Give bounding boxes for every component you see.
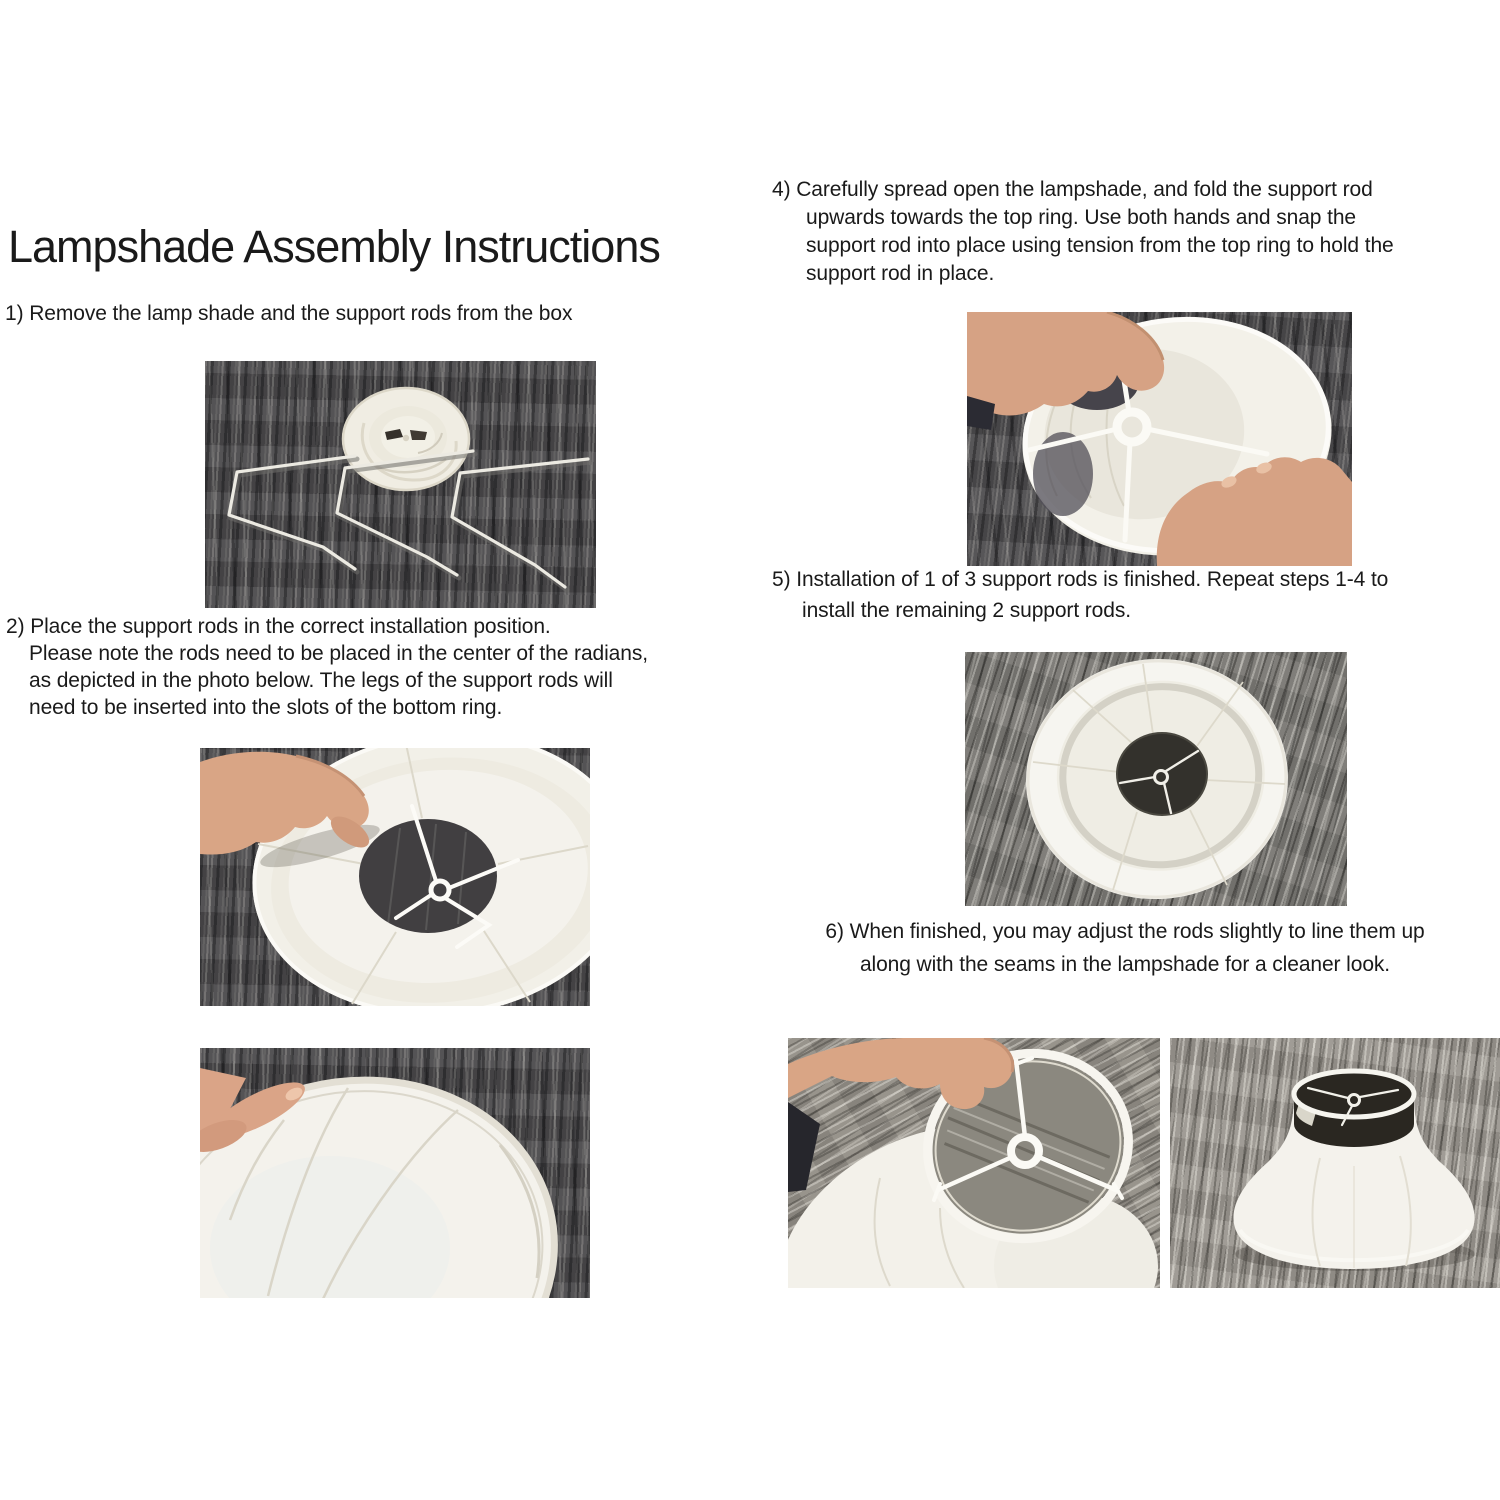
step-6-text [752,915,1498,981]
step-2-line-2: Please note the rods need to be placed in the center of the radians, [29,642,648,665]
page-title: Lampshade Assembly Instructions [8,221,660,272]
step-4-line-1: 4) Carefully spread open the lampshade, and fold the support rod [772,178,1373,201]
support-rod-3 [452,459,588,587]
step-5-text [772,564,1388,626]
photo-step2-shade-edge [200,1048,590,1298]
step-6-line-1: 6) When finished, you may adjust the rods slightly to line them up [825,920,1425,943]
photo-step1-unboxed-parts [205,361,596,608]
photo-step6a-illustration [788,1038,1160,1288]
step-2-line-3: as depicted in the photo below. The legs of the support rods will [29,669,613,692]
step-1-text [5,300,572,327]
photo-step4-illustration [967,312,1352,566]
step-2-text [6,613,648,721]
step-4-line-3: support rod into place using tension from the top ring to hold the [806,234,1394,257]
photo-step2-illustration [200,748,590,1006]
photo-step4-snap-rod [967,312,1352,566]
photo-step5-illustration [965,652,1347,906]
photo-step6b-illustration [1170,1038,1500,1288]
photo-step2-rod-placement [200,748,590,1006]
step-2-line-1: 2) Place the support rods in the correct installation position. [6,615,551,638]
step-4-line-4: support rod in place. [806,262,995,285]
step-1-line-1: 1) Remove the lamp shade and the support rods from the box [5,302,573,325]
step-5-line-2: install the remaining 2 support rods. [802,599,1131,622]
step-6-line-2: along with the seams in the lampshade for a cleaner look. [859,953,1391,976]
photo-step1-illustration [205,361,596,608]
photo-step6-adjust-right [1170,1038,1500,1288]
collapsed-lampshade [342,387,470,491]
step-2-line-4: need to be inserted into the slots of the bottom ring. [29,696,503,719]
photo-step6-adjust-left [788,1038,1160,1288]
step-5-line-1: 5) Installation of 1 of 3 support rods is finished. Repeat steps 1-4 to [772,568,1389,591]
photo-step5-finished-rod [965,652,1347,906]
step-4-text [772,176,1394,288]
step-4-line-2: upwards towards the top ring. Use both hands and snap the [806,206,1356,229]
sleeve [788,1102,820,1192]
photo-step2b-illustration [200,1048,590,1298]
